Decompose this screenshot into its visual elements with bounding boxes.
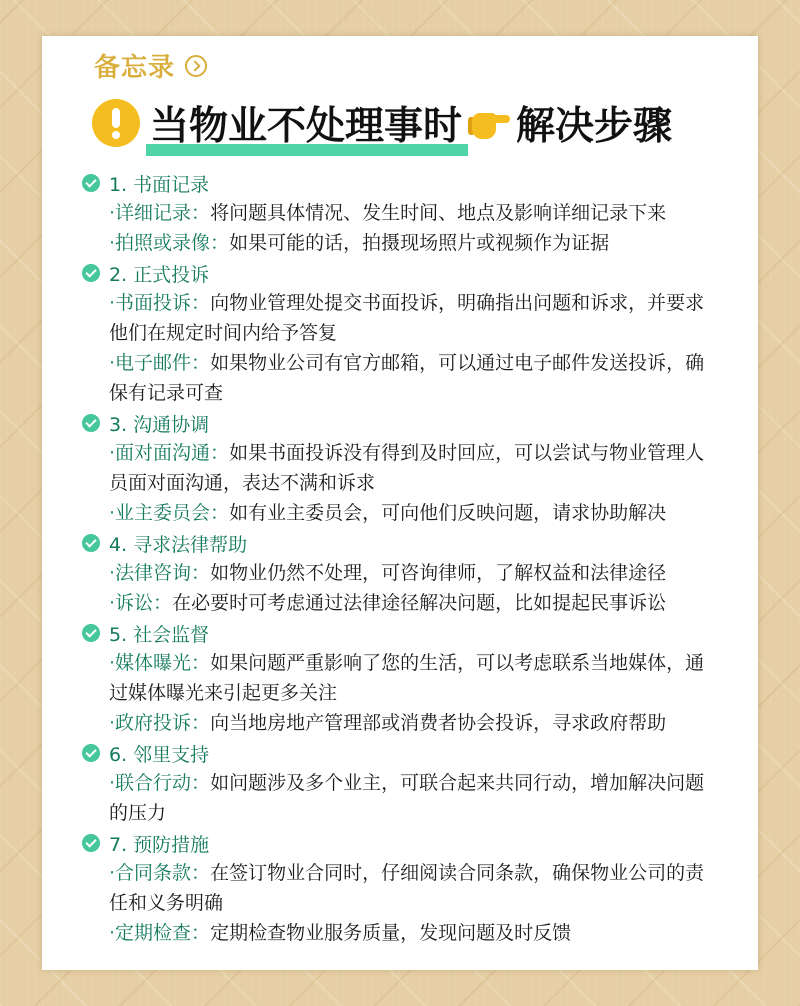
exclamation-circle-icon — [92, 99, 140, 147]
check-circle-icon — [82, 174, 100, 192]
item-label: 详细记录： — [115, 202, 211, 224]
item-text: 如问题涉及多个业主，可联合起来共同行动，增加解决问题的压力 — [109, 772, 705, 824]
item-label: 电子邮件： — [115, 352, 211, 374]
memo-card — [42, 36, 758, 970]
list-item — [82, 918, 722, 948]
memo-label: 备忘录 — [94, 53, 176, 83]
item-text: 向当地房地产管理部或消费者协会投诉，寻求政府帮助 — [210, 712, 667, 734]
item-label: 书面投诉： — [115, 292, 211, 314]
item-label: 拍照或录像： — [115, 232, 230, 254]
check-circle-icon — [82, 834, 100, 852]
item-label: 联合行动： — [115, 772, 211, 794]
steps-list — [82, 168, 722, 948]
section-heading — [82, 618, 722, 648]
section-heading — [82, 738, 722, 768]
check-circle-icon — [82, 744, 100, 762]
list-item — [82, 438, 722, 498]
list-item — [82, 348, 722, 408]
list-item — [82, 768, 722, 828]
item-label: 合同条款： — [115, 862, 211, 884]
section-heading — [82, 408, 722, 438]
bullet-dot: · — [109, 442, 116, 464]
item-text: 如果问题严重影响了您的生活，可以考虑联系当地媒体，通过媒体曝光来引起更多关注 — [109, 652, 705, 704]
section-title: 5. 社会监督 — [109, 623, 210, 646]
title-main: 当物业不处理事时 — [150, 95, 462, 151]
item-label: 诉讼： — [115, 592, 173, 614]
list-item — [82, 198, 722, 228]
item-label: 法律咨询： — [115, 562, 211, 584]
section-heading — [82, 828, 722, 858]
item-text: 在签订物业合同时，仔细阅读合同条款，确保物业公司的责任和义务明确 — [109, 862, 705, 914]
chevron-right-circle-icon[interactable] — [185, 55, 207, 77]
check-circle-icon — [82, 624, 100, 642]
title-end: 解决步骤 — [516, 104, 673, 149]
list-item — [82, 498, 722, 528]
item-label: 定期检查： — [115, 922, 211, 944]
bullet-dot: · — [109, 652, 116, 674]
bullet-dot: · — [109, 502, 116, 524]
list-item — [82, 648, 722, 708]
item-label: 面对面沟通： — [115, 442, 230, 464]
bullet-dot: · — [109, 232, 116, 254]
list-item — [82, 558, 722, 588]
bullet-dot: · — [109, 202, 116, 224]
item-text: 如物业仍然不处理，可咨询律师，了解权益和法律途径 — [210, 562, 667, 584]
section-heading — [82, 528, 722, 558]
section-heading — [82, 168, 722, 198]
check-circle-icon — [82, 534, 100, 552]
bullet-dot: · — [109, 772, 116, 794]
bullet-dot: · — [109, 922, 116, 944]
section-title: 2. 正式投诉 — [109, 263, 210, 286]
item-label: 政府投诉： — [115, 712, 211, 734]
check-circle-icon — [82, 414, 100, 432]
item-text: 定期检查物业服务质量，发现问题及时反馈 — [210, 922, 572, 944]
item-text: 如果物业公司有官方邮箱，可以通过电子邮件发送投诉，确保有记录可查 — [109, 352, 705, 404]
item-text: 如果书面投诉没有得到及时回应，可以尝试与物业管理人员面对面沟通，表达不满和诉求 — [109, 442, 705, 494]
bullet-dot: · — [109, 592, 116, 614]
list-item — [82, 708, 722, 738]
list-item — [82, 858, 722, 918]
item-text: 向物业管理处提交书面投诉，明确指出问题和诉求，并要求他们在规定时间内给予答复 — [109, 292, 705, 344]
list-item — [82, 228, 722, 258]
item-text: 在必要时可考虑通过法律途径解决问题，比如提起民事诉讼 — [172, 592, 667, 614]
check-circle-icon — [82, 264, 100, 282]
pointing-hand-icon — [468, 101, 512, 145]
bullet-dot: · — [109, 562, 116, 584]
section-title: 6. 邻里支持 — [109, 743, 210, 766]
memo-header[interactable] — [94, 47, 207, 84]
section-title: 1. 书面记录 — [109, 173, 210, 196]
section-title: 3. 沟通协调 — [109, 413, 210, 436]
bullet-dot: · — [109, 292, 116, 314]
section-title: 7. 预防措施 — [109, 833, 210, 856]
page-title — [92, 92, 672, 154]
item-label: 业主委员会： — [115, 502, 230, 524]
bullet-dot: · — [109, 712, 116, 734]
item-text: 如有业主委员会，可向他们反映问题，请求协助解决 — [229, 502, 667, 524]
bullet-dot: · — [109, 862, 116, 884]
item-text: 将问题具体情况、发生时间、地点及影响详细记录下来 — [210, 202, 667, 224]
list-item — [82, 288, 722, 348]
list-item — [82, 588, 722, 618]
section-heading — [82, 258, 722, 288]
section-title: 4. 寻求法律帮助 — [109, 533, 248, 556]
bullet-dot: · — [109, 352, 116, 374]
item-label: 媒体曝光： — [115, 652, 211, 674]
item-text: 如果可能的话，拍摄现场照片或视频作为证据 — [229, 232, 610, 254]
